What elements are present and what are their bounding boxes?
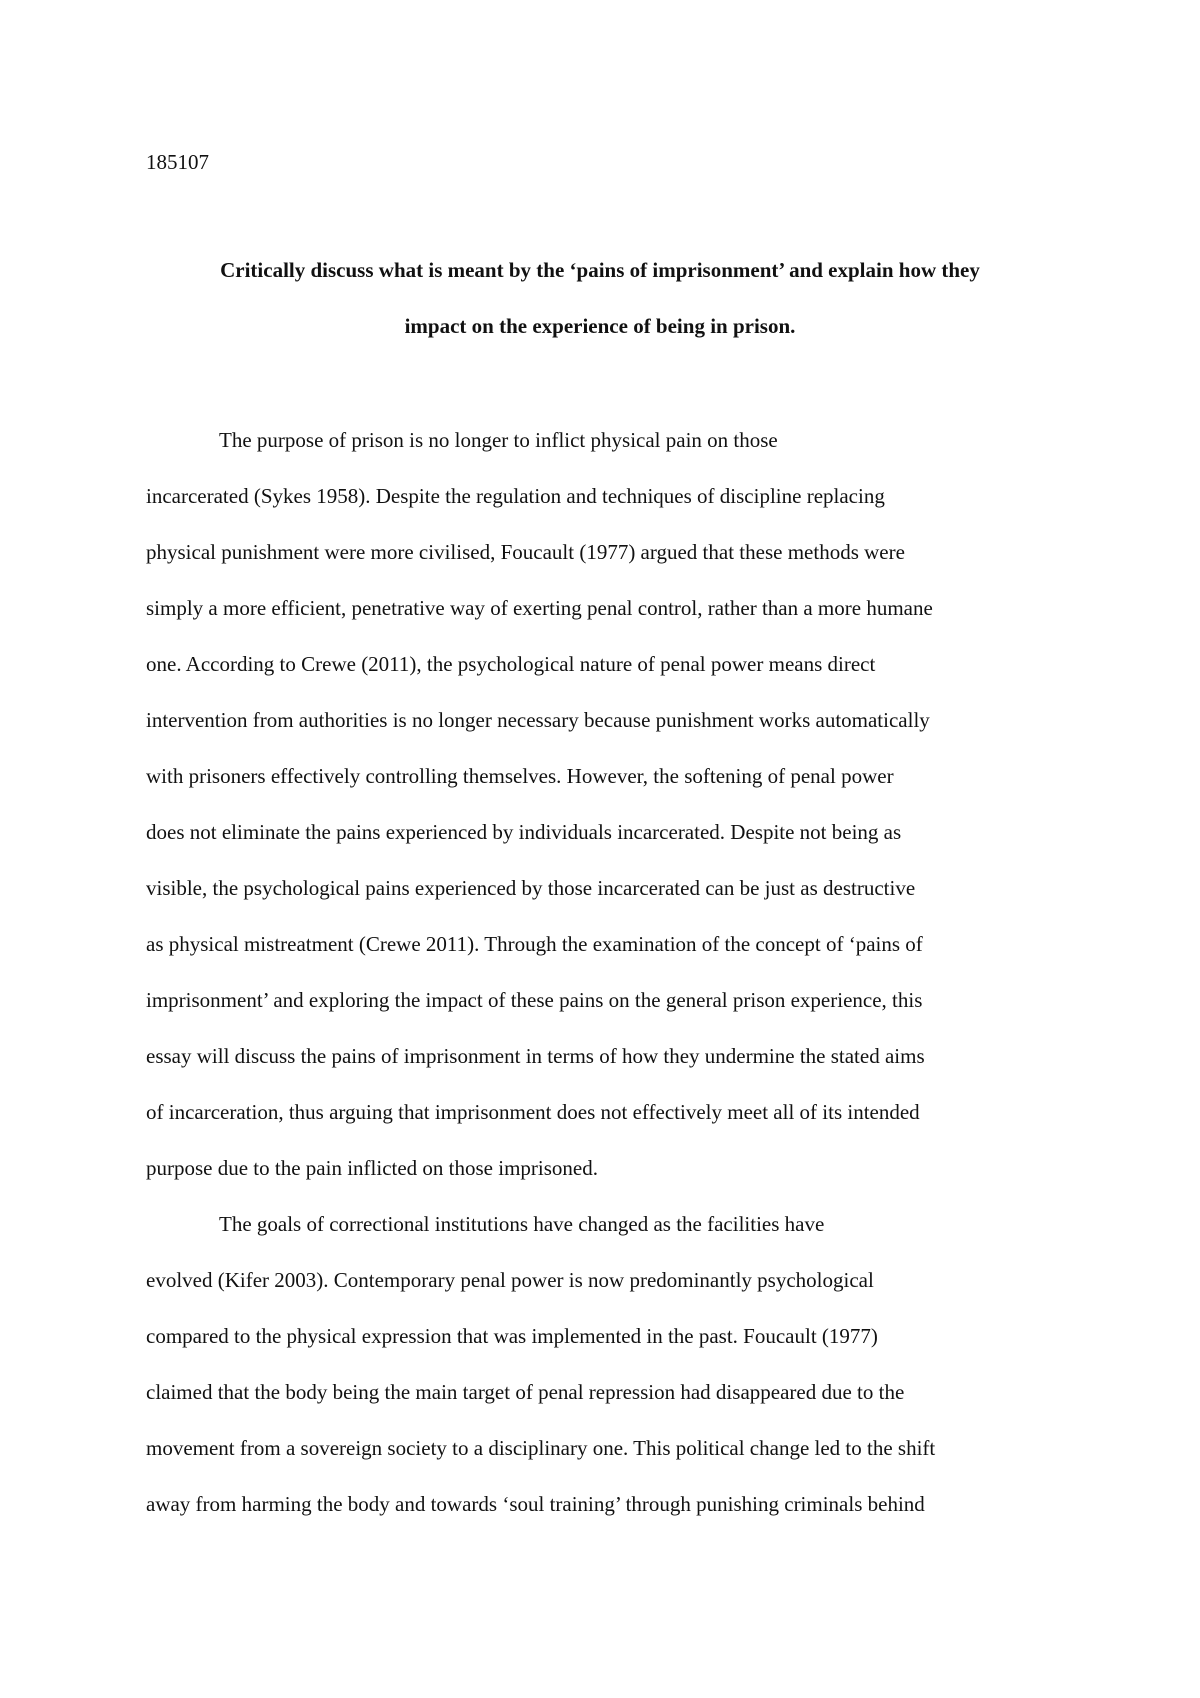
paragraph-2	[146, 1210, 1076, 1546]
student-id: 185107	[146, 150, 209, 174]
text-line: does not eliminate the pains experienced by individuals incarcerated. Despite not being as	[146, 820, 902, 844]
text-line: The purpose of prison is no longer to inflict physical pain on those	[219, 428, 778, 452]
text-line: one. According to Crewe (2011), the psychological nature of penal power means direct	[146, 652, 876, 676]
text-line: of incarceration, thus arguing that imprisonment does not effectively meet all of its intended	[146, 1100, 920, 1124]
text-line: claimed that the body being the main target of penal repression had disappeared due to the	[146, 1380, 905, 1404]
text-line: simply a more efficient, penetrative way of exerting penal control, rather than a more humane	[146, 596, 933, 620]
text-line: movement from a sovereign society to a disciplinary one. This political change led to the shift	[146, 1436, 936, 1460]
text-line: The goals of correctional institutions have changed as the facilities have	[219, 1212, 825, 1236]
paragraph-1	[146, 426, 1076, 1210]
text-line: intervention from authorities is no longer necessary because punishment works automatically	[146, 708, 930, 732]
text-line: physical punishment were more civilised, Foucault (1977) argued that these methods were	[146, 540, 905, 564]
essay-title	[130, 256, 1070, 368]
title-line: impact on the experience of being in prison.	[404, 314, 796, 338]
text-line: essay will discuss the pains of imprisonment in terms of how they undermine the stated aims	[146, 1044, 925, 1068]
text-line: as physical mistreatment (Crewe 2011). Through the examination of the concept of ‘pains of	[146, 932, 923, 956]
text-line: away from harming the body and towards ‘soul training’ through punishing criminals behind	[146, 1492, 925, 1516]
text-line: with prisoners effectively controlling themselves. However, the softening of penal power	[146, 764, 894, 788]
text-line: visible, the psychological pains experienced by those incarcerated can be just as destructive	[146, 876, 916, 900]
text-line: compared to the physical expression that was implemented in the past. Foucault (1977)	[146, 1324, 878, 1348]
essay-body	[146, 426, 1076, 1546]
text-line: incarcerated (Sykes 1958). Despite the regulation and techniques of discipline replacing	[146, 484, 885, 508]
text-line: evolved (Kifer 2003). Contemporary penal power is now predominantly psychological	[146, 1268, 874, 1292]
text-line: purpose due to the pain inflicted on those imprisoned.	[146, 1156, 598, 1180]
title-line: Critically discuss what is meant by the ‘pains of imprisonment’ and explain how they	[220, 258, 980, 282]
text-line: imprisonment’ and exploring the impact of these pains on the general prison experience, this	[146, 988, 923, 1012]
